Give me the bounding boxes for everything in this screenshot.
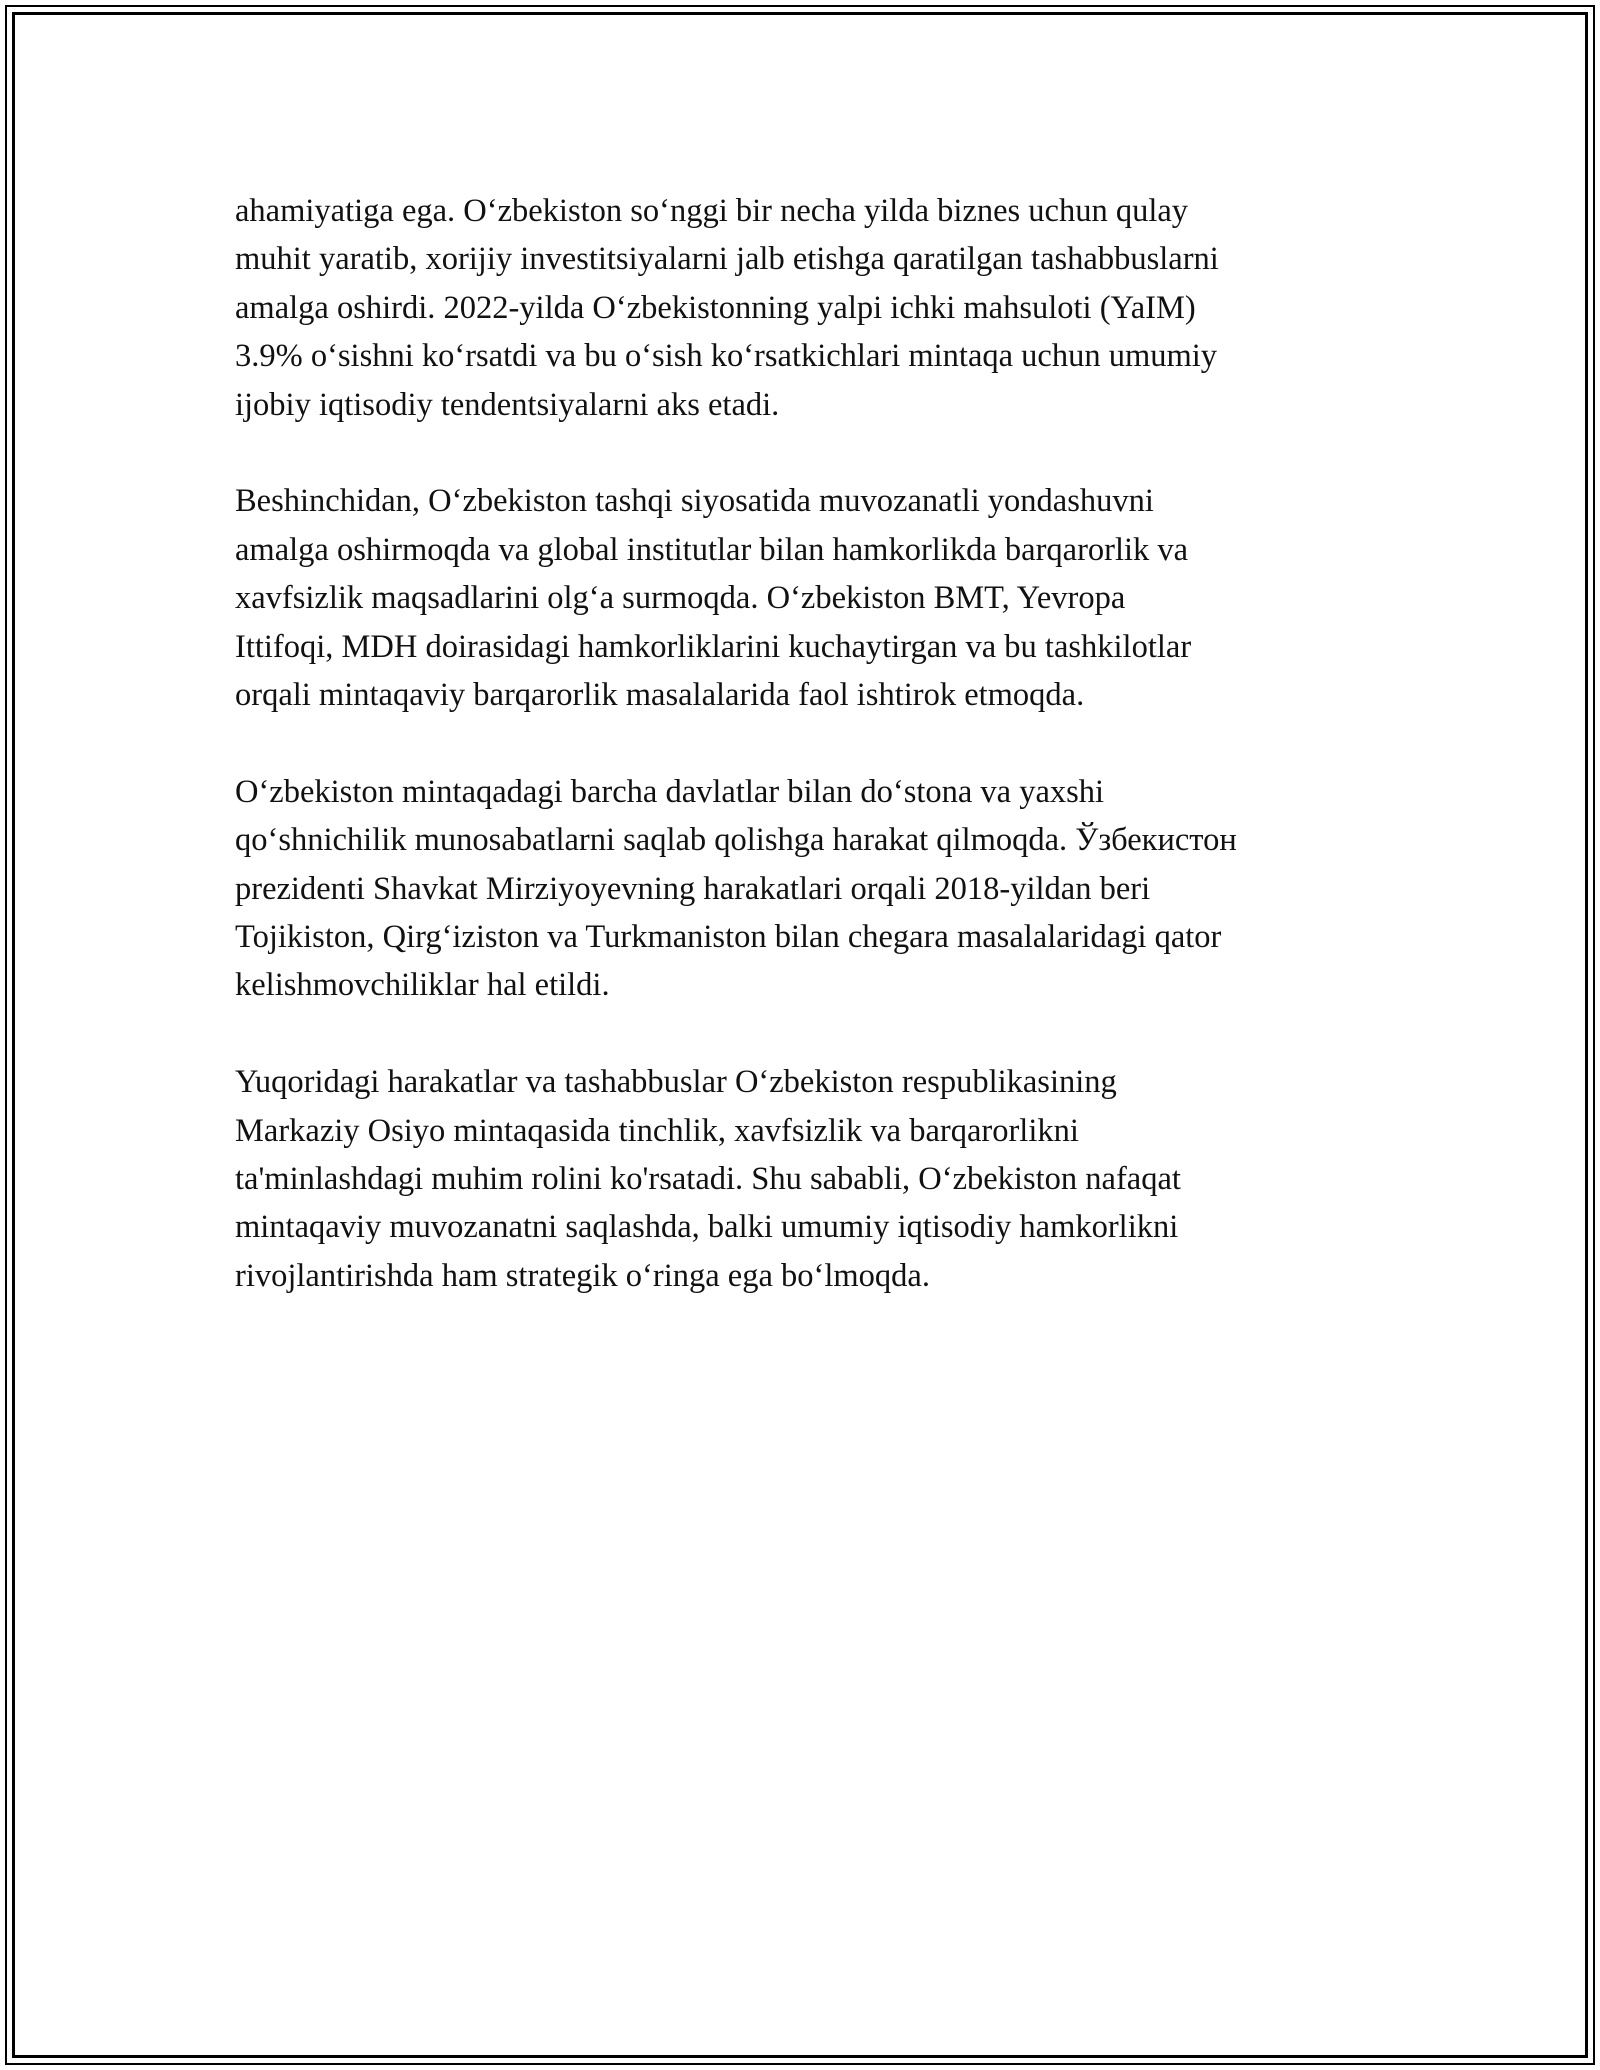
text-line: kelishmovchiliklar hal etildi. xyxy=(235,967,610,1004)
text-line: qo‘shnichilik munosabatlarni saqlab qolishga harakat qilmoqda. Ўзбекистон xyxy=(235,822,1237,859)
text-line: Tojikiston, Qirg‘iziston va Turkmaniston bilan chegara masalalaridagi qator xyxy=(235,919,1222,956)
text-line: rivojlantirishda ham strategik o‘ringa ega bo‘lmoqda. xyxy=(235,1257,930,1294)
text-line: O‘zbekiston mintaqadagi barcha davlatlar bilan do‘stona va yaxshi xyxy=(235,773,1105,810)
text-line: ijobiy iqtisodiy tendentsiyalarni aks etadi. xyxy=(235,386,780,423)
text-line: 3.9% o‘sishni ko‘rsatdi va bu o‘sish ko‘rsatkichlari mintaqa uchun umumiy xyxy=(235,338,1218,375)
text-line: orqali mintaqaviy barqarorlik masalalarida faol ishtirok etmoqda. xyxy=(235,677,1085,714)
text-line: Yuqoridagi harakatlar va tashabbuslar O‘zbekiston respublikasining xyxy=(235,1064,1117,1101)
paragraph-3 xyxy=(235,768,1385,1010)
text-line: amalga oshirdi. 2022-yilda O‘zbekistonning yalpi ichki mahsuloti (YaIM) xyxy=(235,289,1196,326)
paragraph-1 xyxy=(235,187,1385,429)
text-line: muhit yaratib, xorijiy investitsiyalarni jalb etishga qaratilgan tashabbuslarni xyxy=(235,241,1219,278)
text-line: Markaziy Osiyo mintaqasida tinchlik, xavfsizlik va barqarorlikni xyxy=(235,1112,1079,1149)
text-line: Beshinchidan, O‘zbekiston tashqi siyosatida muvozanatli yondashuvni xyxy=(235,483,1154,520)
text-line: mintaqaviy muvozanatni saqlashda, balki umumiy iqtisodiy hamkorlikni xyxy=(235,1209,1179,1246)
text-line: xavfsizlik maqsadlarini olg‘a surmoqda. O‘zbekiston BMT, Yevropa xyxy=(235,580,1126,617)
text-line: Ittifoqi, MDH doirasidagi hamkorliklarini kuchaytirgan va bu tashkilotlar xyxy=(235,628,1192,665)
paragraph-2 xyxy=(235,477,1385,719)
paragraph-4 xyxy=(235,1058,1385,1300)
text-line: ahamiyatiga ega. O‘zbekiston so‘nggi bir necha yilda biznes uchun qulay xyxy=(235,193,1189,229)
text-line: ta'minlashdagi muhim rolini ko'rsatadi. Shu sababli, O‘zbekiston nafaqat xyxy=(235,1161,1181,1198)
text-line: amalga oshirmoqda va global institutlar bilan hamkorlikda barqarorlik va xyxy=(235,531,1189,568)
text-line: prezidenti Shavkat Mirziyoyevning harakatlari orqali 2018-yildan beri xyxy=(235,870,1151,907)
document-body xyxy=(235,187,1385,1349)
